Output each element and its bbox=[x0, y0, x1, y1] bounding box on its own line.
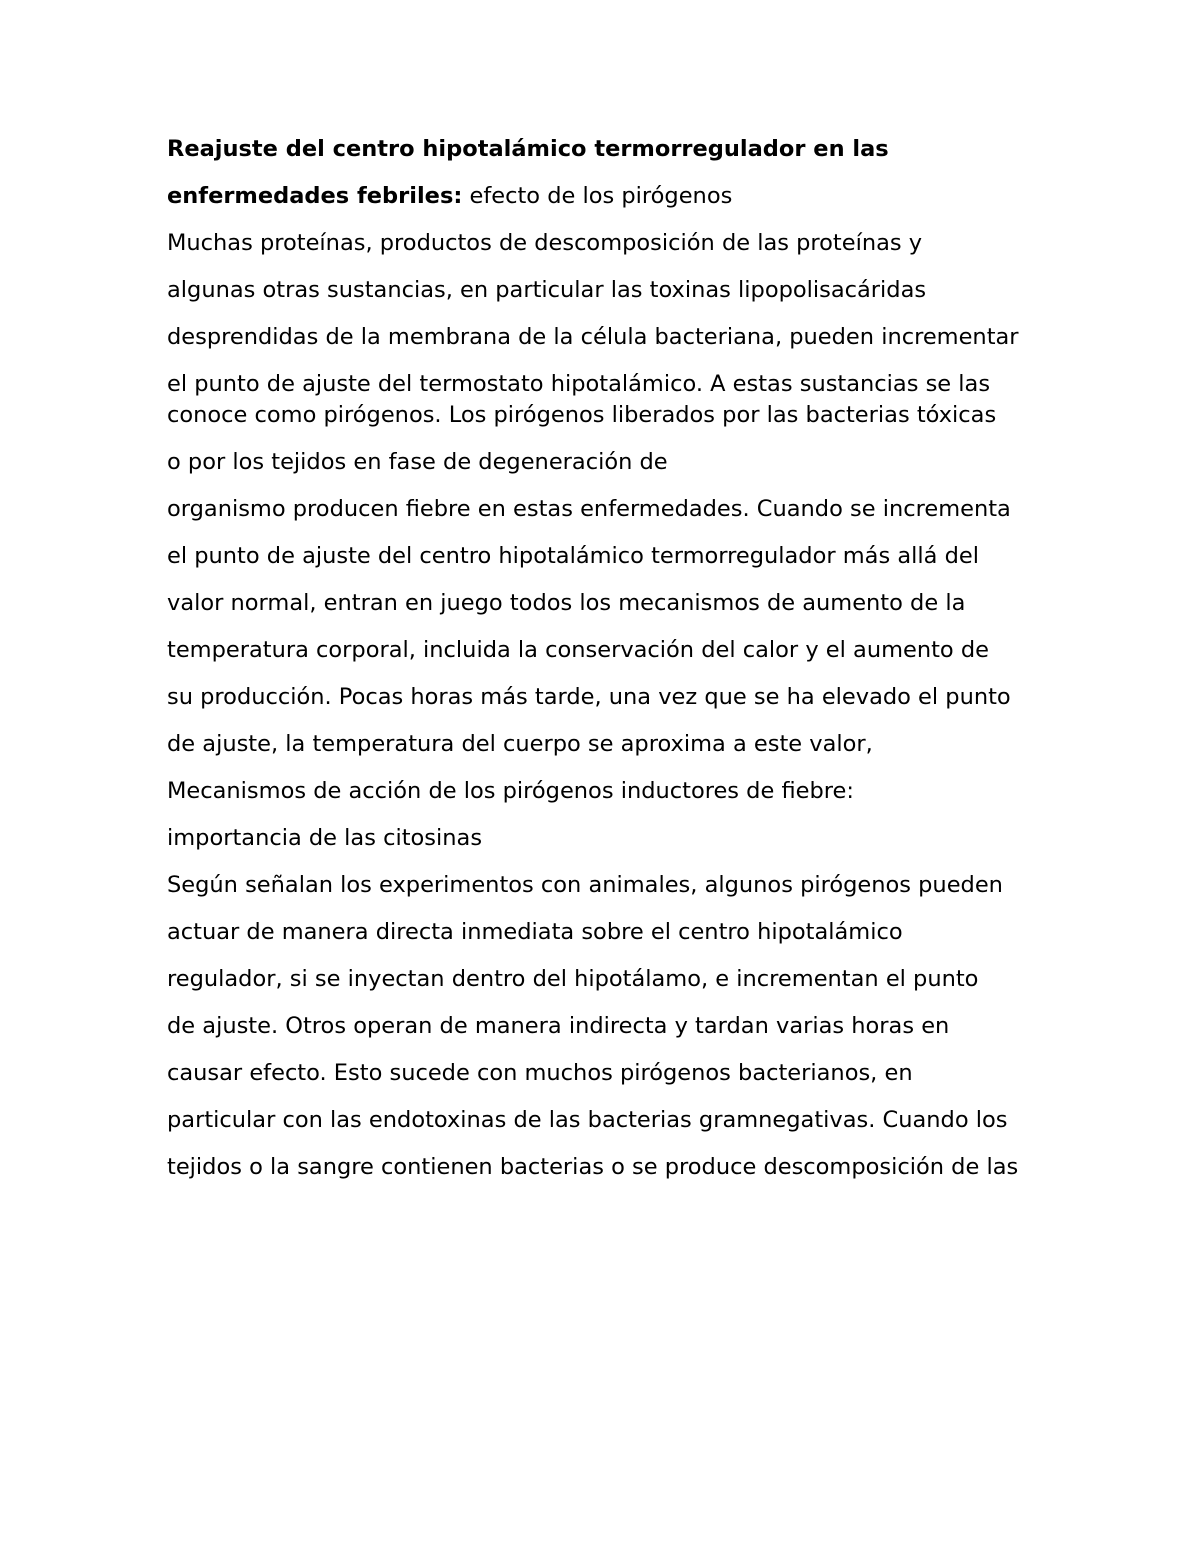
paragraph-18: causar efecto. Esto sucede con muchos pirógenos bacterianos, en bbox=[167, 1060, 913, 1086]
heading-paragraph-line1 bbox=[167, 134, 1047, 165]
paragraph-4: el punto de ajuste del termostato hipotalámico. A estas sustancias se las conoce como pirógenos. Los pirógenos liberados por las bacterias tóxicas bbox=[167, 371, 997, 428]
paragraph-13: importancia de las citosinas bbox=[167, 825, 483, 851]
paragraph-20: tejidos o la sangre contienen bacterias o se produce descomposición de las bbox=[167, 1154, 1019, 1180]
paragraph-14: Según señalan los experimentos con animales, algunos pirógenos pueden bbox=[167, 872, 1003, 898]
paragraph-2: algunas otras sustancias, en particular las toxinas lipopolisacáridas bbox=[167, 277, 927, 303]
paragraph-19: particular con las endotoxinas de las bacterias gramnegativas. Cuando los bbox=[167, 1107, 1008, 1133]
paragraph-12: Mecanismos de acción de los pirógenos inductores de fiebre: bbox=[167, 778, 854, 804]
paragraph-10: su producción. Pocas horas más tarde, una vez que se ha elevado el punto bbox=[167, 684, 1011, 710]
paragraph-9: temperatura corporal, incluida la conservación del calor y el aumento de bbox=[167, 637, 989, 663]
heading-paragraph-line2 bbox=[167, 181, 1047, 212]
paragraph-1: Muchas proteínas, productos de descomposición de las proteínas y bbox=[167, 230, 923, 256]
document-body bbox=[167, 134, 1047, 1199]
paragraph-6: organismo producen fiebre en estas enfermedades. Cuando se incrementa bbox=[167, 496, 1011, 522]
paragraph-5: o por los tejidos en fase de degeneración de bbox=[167, 449, 668, 475]
paragraph-17: de ajuste. Otros operan de manera indirecta y tardan varias horas en bbox=[167, 1013, 950, 1039]
paragraph-8: valor normal, entran en juego todos los mecanismos de aumento de la bbox=[167, 590, 966, 616]
heading-bold-line1: Reajuste del centro hipotalámico termorregulador en las bbox=[167, 136, 889, 162]
heading-bold-line2: enfermedades febriles: bbox=[167, 183, 463, 209]
paragraph-15: actuar de manera directa inmediata sobre el centro hipotalámico bbox=[167, 919, 903, 945]
paragraph-3: desprendidas de la membrana de la célula bacteriana, pueden incrementar bbox=[167, 324, 1019, 350]
paragraph-16: regulador, si se inyectan dentro del hipotálamo, e incrementan el punto bbox=[167, 966, 979, 992]
paragraph-7: el punto de ajuste del centro hipotalámico termorregulador más allá del bbox=[167, 543, 979, 569]
paragraph-11: de ajuste, la temperatura del cuerpo se aproxima a este valor, bbox=[167, 731, 873, 757]
heading-rest: efecto de los pirógenos bbox=[462, 183, 733, 209]
